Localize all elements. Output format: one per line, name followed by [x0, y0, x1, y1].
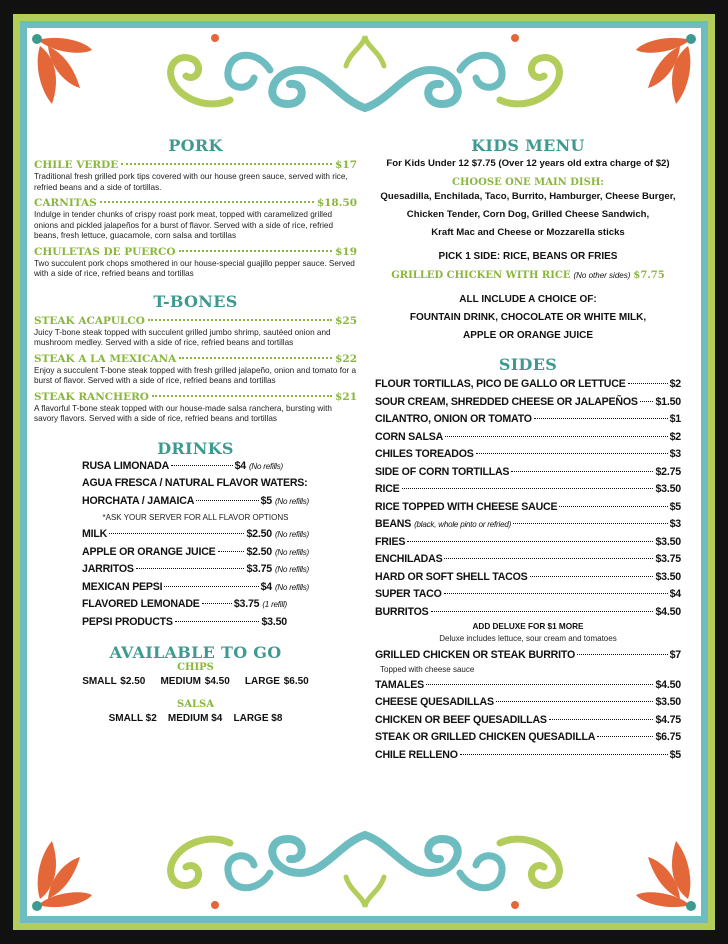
side-name: CHICKEN OR BEEF QUESADILLAS	[375, 713, 547, 726]
deluxe-title: ADD DELUXE FOR $1 MORE	[472, 622, 584, 631]
drink-row	[82, 544, 309, 562]
side-row	[375, 729, 681, 747]
agua-fresca-text: AGUA FRESCA / NATURAL FLAVOR WATERS:	[82, 477, 308, 489]
leader-dots	[179, 357, 332, 359]
side-row	[375, 747, 681, 765]
menu-item	[34, 246, 357, 280]
leader-dots	[577, 654, 668, 655]
item-price: $25	[335, 314, 357, 327]
side-name: CHILES TOREADOS	[375, 448, 474, 460]
side-row	[375, 647, 681, 665]
item-price: $21	[335, 390, 357, 403]
side-row	[375, 604, 681, 622]
bottom-right-flower-icon	[618, 833, 698, 913]
drink-price: $2.50	[246, 545, 272, 558]
left-column	[34, 136, 357, 728]
side-row	[375, 481, 681, 499]
side-row	[375, 677, 681, 695]
leader-dots	[530, 576, 654, 577]
right-column	[375, 136, 681, 764]
side-price: $4.75	[655, 713, 681, 726]
side-price: $1	[669, 413, 681, 425]
leader-dots	[121, 163, 332, 165]
item-name: CARNITAS	[34, 197, 97, 209]
leader-dots	[218, 551, 245, 552]
leader-dots	[597, 736, 653, 737]
drink-note: (No refills)	[248, 461, 283, 471]
side-name: GRILLED CHICKEN OR STEAK BURRITO	[375, 649, 575, 661]
side-name: ENCHILADAS	[375, 553, 443, 565]
flavor-options-note: *ASK YOUR SERVER FOR ALL FLAVOR OPTIONS	[102, 513, 289, 522]
side-price: $3.50	[655, 535, 681, 548]
sides-list-2	[375, 677, 681, 765]
drink-name: MILK	[82, 528, 108, 540]
side-name: BEANS	[375, 518, 412, 530]
leader-dots	[559, 506, 667, 507]
drink-row	[82, 561, 309, 579]
side-price: $2.75	[655, 465, 681, 478]
side-row	[375, 446, 681, 464]
leader-dots	[171, 465, 233, 466]
drink-row	[82, 526, 309, 544]
menu-item	[34, 197, 357, 242]
drink-name: FLAVORED LEMONADE	[82, 598, 200, 610]
leader-dots	[152, 395, 332, 397]
grilled-chicken-name: GRILLED CHICKEN WITH RICE	[391, 270, 571, 281]
side-price: $3.50	[655, 696, 681, 708]
item-name: STEAK RANCHERO	[34, 390, 149, 403]
side-name: FLOUR TORTILLAS, PICO DE GALLO OR LETTUCE	[375, 378, 626, 390]
item-description: Enjoy a succulent T-bone steak topped with fresh grilled jalapeño, onion and tomato for a burst of flavor. Served with a side of rice, refried beans and tortillas	[34, 365, 357, 385]
burrito-note: Topped with cheese sauce	[380, 664, 475, 674]
salsa-prices	[34, 710, 357, 728]
drink-note: (No refills)	[274, 582, 309, 592]
leader-dots	[402, 488, 654, 489]
item-description: Traditional fresh grilled pork tips covered with our house green sauce, served with rice, refried beans and a side of tortillas.	[34, 172, 348, 192]
drink-row	[82, 458, 309, 476]
item-price: $18.50	[316, 197, 357, 209]
bottom-left-flower-icon	[30, 833, 110, 913]
drink-name: MEXICAN PEPSI	[82, 580, 163, 593]
side-name: HARD OR SOFT SHELL TACOS	[375, 570, 528, 583]
drink-name: RUSA LIMONADA	[82, 459, 170, 472]
sides-list	[375, 376, 681, 621]
top-left-flower-icon	[30, 32, 110, 112]
chips-large: LARGE $6.50	[244, 676, 309, 687]
drink-price: $3.75	[233, 598, 260, 610]
side-price: $6.75	[655, 731, 681, 743]
leader-dots	[496, 701, 654, 702]
side-row	[375, 499, 681, 517]
side-name: CILANTRO, ONION OR TOMATO	[375, 413, 532, 425]
leader-dots	[476, 453, 668, 454]
side-name: RICE TOPPED WITH CHEESE SAUCE	[375, 500, 558, 513]
item-name: STEAK ACAPULCO	[34, 314, 145, 327]
side-name: CHILE RELLENO	[375, 748, 458, 761]
drink-name: HORCHATA / JAMAICA	[82, 494, 195, 507]
item-price: $19	[335, 245, 357, 258]
leader-dots	[640, 401, 654, 402]
chips-small: SMALL $2.50	[82, 676, 146, 687]
leader-dots	[444, 593, 668, 594]
side-name: SOUR CREAM, SHREDDED CHEESE OR JALAPEÑOS	[375, 395, 638, 408]
leader-dots	[444, 558, 653, 559]
side-price: $7	[669, 649, 681, 661]
drink-row	[82, 596, 309, 614]
grilled-chicken-row	[375, 270, 681, 281]
leader-dots	[549, 719, 654, 720]
drink-row	[82, 614, 309, 632]
side-name: RICE	[375, 483, 400, 495]
drink-row	[82, 579, 309, 597]
side-price: $5	[669, 500, 681, 513]
leader-dots	[179, 250, 333, 252]
menu-item	[34, 353, 357, 387]
grilled-chicken-price: $7.75	[633, 270, 665, 281]
leader-dots	[426, 684, 653, 685]
side-price: $3.50	[655, 570, 681, 583]
leader-dots	[136, 568, 245, 569]
leader-dots	[202, 603, 232, 604]
side-price: $3.75	[655, 553, 681, 565]
leader-dots	[196, 500, 258, 501]
side-name: CHEESE QUESADILLAS	[375, 696, 494, 708]
top-right-flower-icon	[618, 32, 698, 112]
drink-name: JARRITOS	[82, 563, 134, 575]
drink-price: $3.75	[246, 563, 272, 575]
side-price: $4	[669, 588, 681, 600]
drink-note: (No refills)	[274, 565, 309, 574]
drink-price: $2.50	[246, 528, 272, 540]
salsa-label: SALSA	[177, 699, 214, 710]
side-price: $2	[669, 430, 681, 443]
side-row	[375, 429, 681, 447]
leader-dots	[431, 611, 654, 612]
item-description: Two succulent pork chops smothered in our house-special guajillo pepper sauce. Served with a side of rice, refried beans and tortillas	[34, 258, 355, 278]
side-price: $3.50	[655, 483, 681, 495]
kids-includes	[375, 291, 681, 345]
kids-dish-line: Chicken Tender, Corn Dog, Grilled Cheese Sandwich,	[406, 209, 650, 220]
leader-dots	[109, 533, 244, 534]
pork-title: PORK	[168, 136, 223, 155]
leader-dots	[460, 754, 668, 755]
side-name: STEAK OR GRILLED CHICKEN QUESADILLA	[375, 731, 596, 743]
leader-dots	[445, 436, 668, 437]
item-price: $17	[335, 159, 357, 171]
side-name: BURRITOS	[375, 605, 429, 618]
side-price: $2	[669, 378, 681, 390]
side-row	[375, 376, 681, 394]
leader-dots	[628, 383, 668, 384]
deluxe-description: Deluxe includes lettuce, sour cream and tomatoes	[439, 634, 617, 643]
top-scroll-ornament-icon	[150, 30, 580, 125]
pork-section	[34, 159, 357, 280]
leader-dots	[164, 586, 258, 587]
drinks-section	[34, 458, 357, 632]
side-row	[375, 394, 681, 412]
side-row	[375, 569, 681, 587]
side-name: SUPER TACO	[375, 588, 442, 600]
side-row	[375, 551, 681, 569]
drink-note: (No refills)	[274, 496, 309, 506]
item-name: STEAK A LA MEXICANA	[34, 352, 177, 365]
drink-note: (1 refill)	[262, 600, 287, 609]
drink-note: (No refills)	[274, 547, 309, 557]
chips-prices	[34, 673, 357, 691]
drink-name: APPLE OR ORANGE JUICE	[82, 545, 216, 558]
side-price: $1.50	[655, 395, 681, 408]
grilled-chicken-note: (No other sides)	[573, 271, 631, 280]
menu-item	[34, 391, 357, 425]
side-row	[375, 411, 681, 429]
item-name: CHULETAS DE PUERCO	[34, 245, 176, 258]
salsa-medium: MEDIUM $4	[167, 713, 223, 724]
leader-dots	[534, 418, 668, 419]
to-go-title: AVAILABLE TO GO	[109, 643, 282, 662]
kids-dish-line: Quesadilla, Enchilada, Taco, Burrito, Hamburger, Cheese Burger,	[380, 191, 676, 202]
salsa-small: SMALL $2	[108, 713, 157, 724]
side-price: $4.50	[655, 678, 681, 691]
item-name: CHILE VERDE	[34, 159, 119, 171]
kids-menu-title: KIDS MENU	[471, 136, 585, 155]
kids-dishes	[375, 188, 681, 242]
drink-note: (No refills)	[274, 530, 309, 539]
chips-medium: MEDIUM $4.50	[160, 676, 230, 687]
side-price: $3	[669, 448, 681, 460]
side-name: TAMALES	[375, 678, 425, 691]
leader-dots	[148, 319, 332, 321]
side-row	[375, 516, 681, 534]
chips-label: CHIPS	[177, 662, 214, 673]
leader-dots	[407, 541, 653, 542]
side-price: $3	[669, 518, 681, 530]
drink-price: $4	[260, 580, 272, 593]
agua-fresca-label	[82, 475, 309, 493]
item-price: $22	[335, 352, 357, 365]
kids-subtitle: For Kids Under 12 $7.75 (Over 12 years old extra charge of $2)	[386, 158, 670, 169]
side-name: SIDE OF CORN TORTILLAS	[375, 465, 510, 478]
bottom-scroll-ornament-icon	[150, 818, 580, 913]
side-name: CORN SALSA	[375, 430, 444, 443]
tbones-section	[34, 315, 357, 425]
leader-dots	[175, 621, 260, 622]
side-row	[375, 694, 681, 712]
drinks-title: DRINKS	[157, 438, 234, 458]
drink-price: $3.50	[261, 615, 287, 628]
drink-row	[82, 493, 309, 511]
side-row	[375, 712, 681, 730]
drink-name: PEPSI PRODUCTS	[82, 615, 173, 628]
menu-item	[34, 159, 357, 193]
item-description: Indulge in tender chunks of crispy roast pork meat, topped with caramelized grilled onions and pickled jalapeños for a burst of flavor. Served with a side of rice, refried beans, fresh lettuce, guacamole, corn salsa and tortillas	[34, 210, 334, 240]
side-row	[375, 464, 681, 482]
leader-dots	[511, 471, 653, 472]
sides-title: SIDES	[498, 355, 558, 374]
kids-side-line: PICK 1 SIDE: RICE, BEANS OR FRIES	[438, 251, 618, 262]
choose-dish-label: CHOOSE ONE MAIN DISH:	[452, 177, 604, 188]
kids-dish-line: Kraft Mac and Cheese or Mozzarella sticks	[431, 227, 625, 238]
item-description: A flavorful T-bone steak topped with our house-made salsa ranchera, bursting with savory flavors. Served with a side of rice, refried beans and tortillas	[34, 403, 332, 423]
menu-item	[34, 315, 357, 349]
tbones-title: T-BONES	[153, 291, 238, 311]
leader-dots	[100, 201, 314, 203]
side-price: $4.50	[655, 605, 681, 618]
drink-price: $4	[234, 459, 246, 472]
item-description: Juicy T-bone steak topped with succulent grilled jumbo shrimp, sautéed onion and mushroom medley. Served with a side of rice, refried beans and tortillas	[34, 327, 331, 347]
side-price: $5	[669, 748, 681, 761]
include-line: FOUNTAIN DRINK, CHOCOLATE OR WHITE MILK,	[409, 312, 647, 323]
leader-dots	[513, 523, 668, 524]
include-line: ALL INCLUDE A CHOICE OF:	[459, 294, 597, 305]
side-row	[375, 586, 681, 604]
drink-price: $5	[260, 494, 272, 507]
side-name: FRIES	[375, 535, 406, 548]
salsa-large: LARGE $8	[233, 713, 283, 724]
include-line: APPLE OR ORANGE JUICE	[462, 330, 594, 341]
side-row	[375, 534, 681, 552]
side-note: (black, whole pinto or refried)	[414, 520, 512, 529]
